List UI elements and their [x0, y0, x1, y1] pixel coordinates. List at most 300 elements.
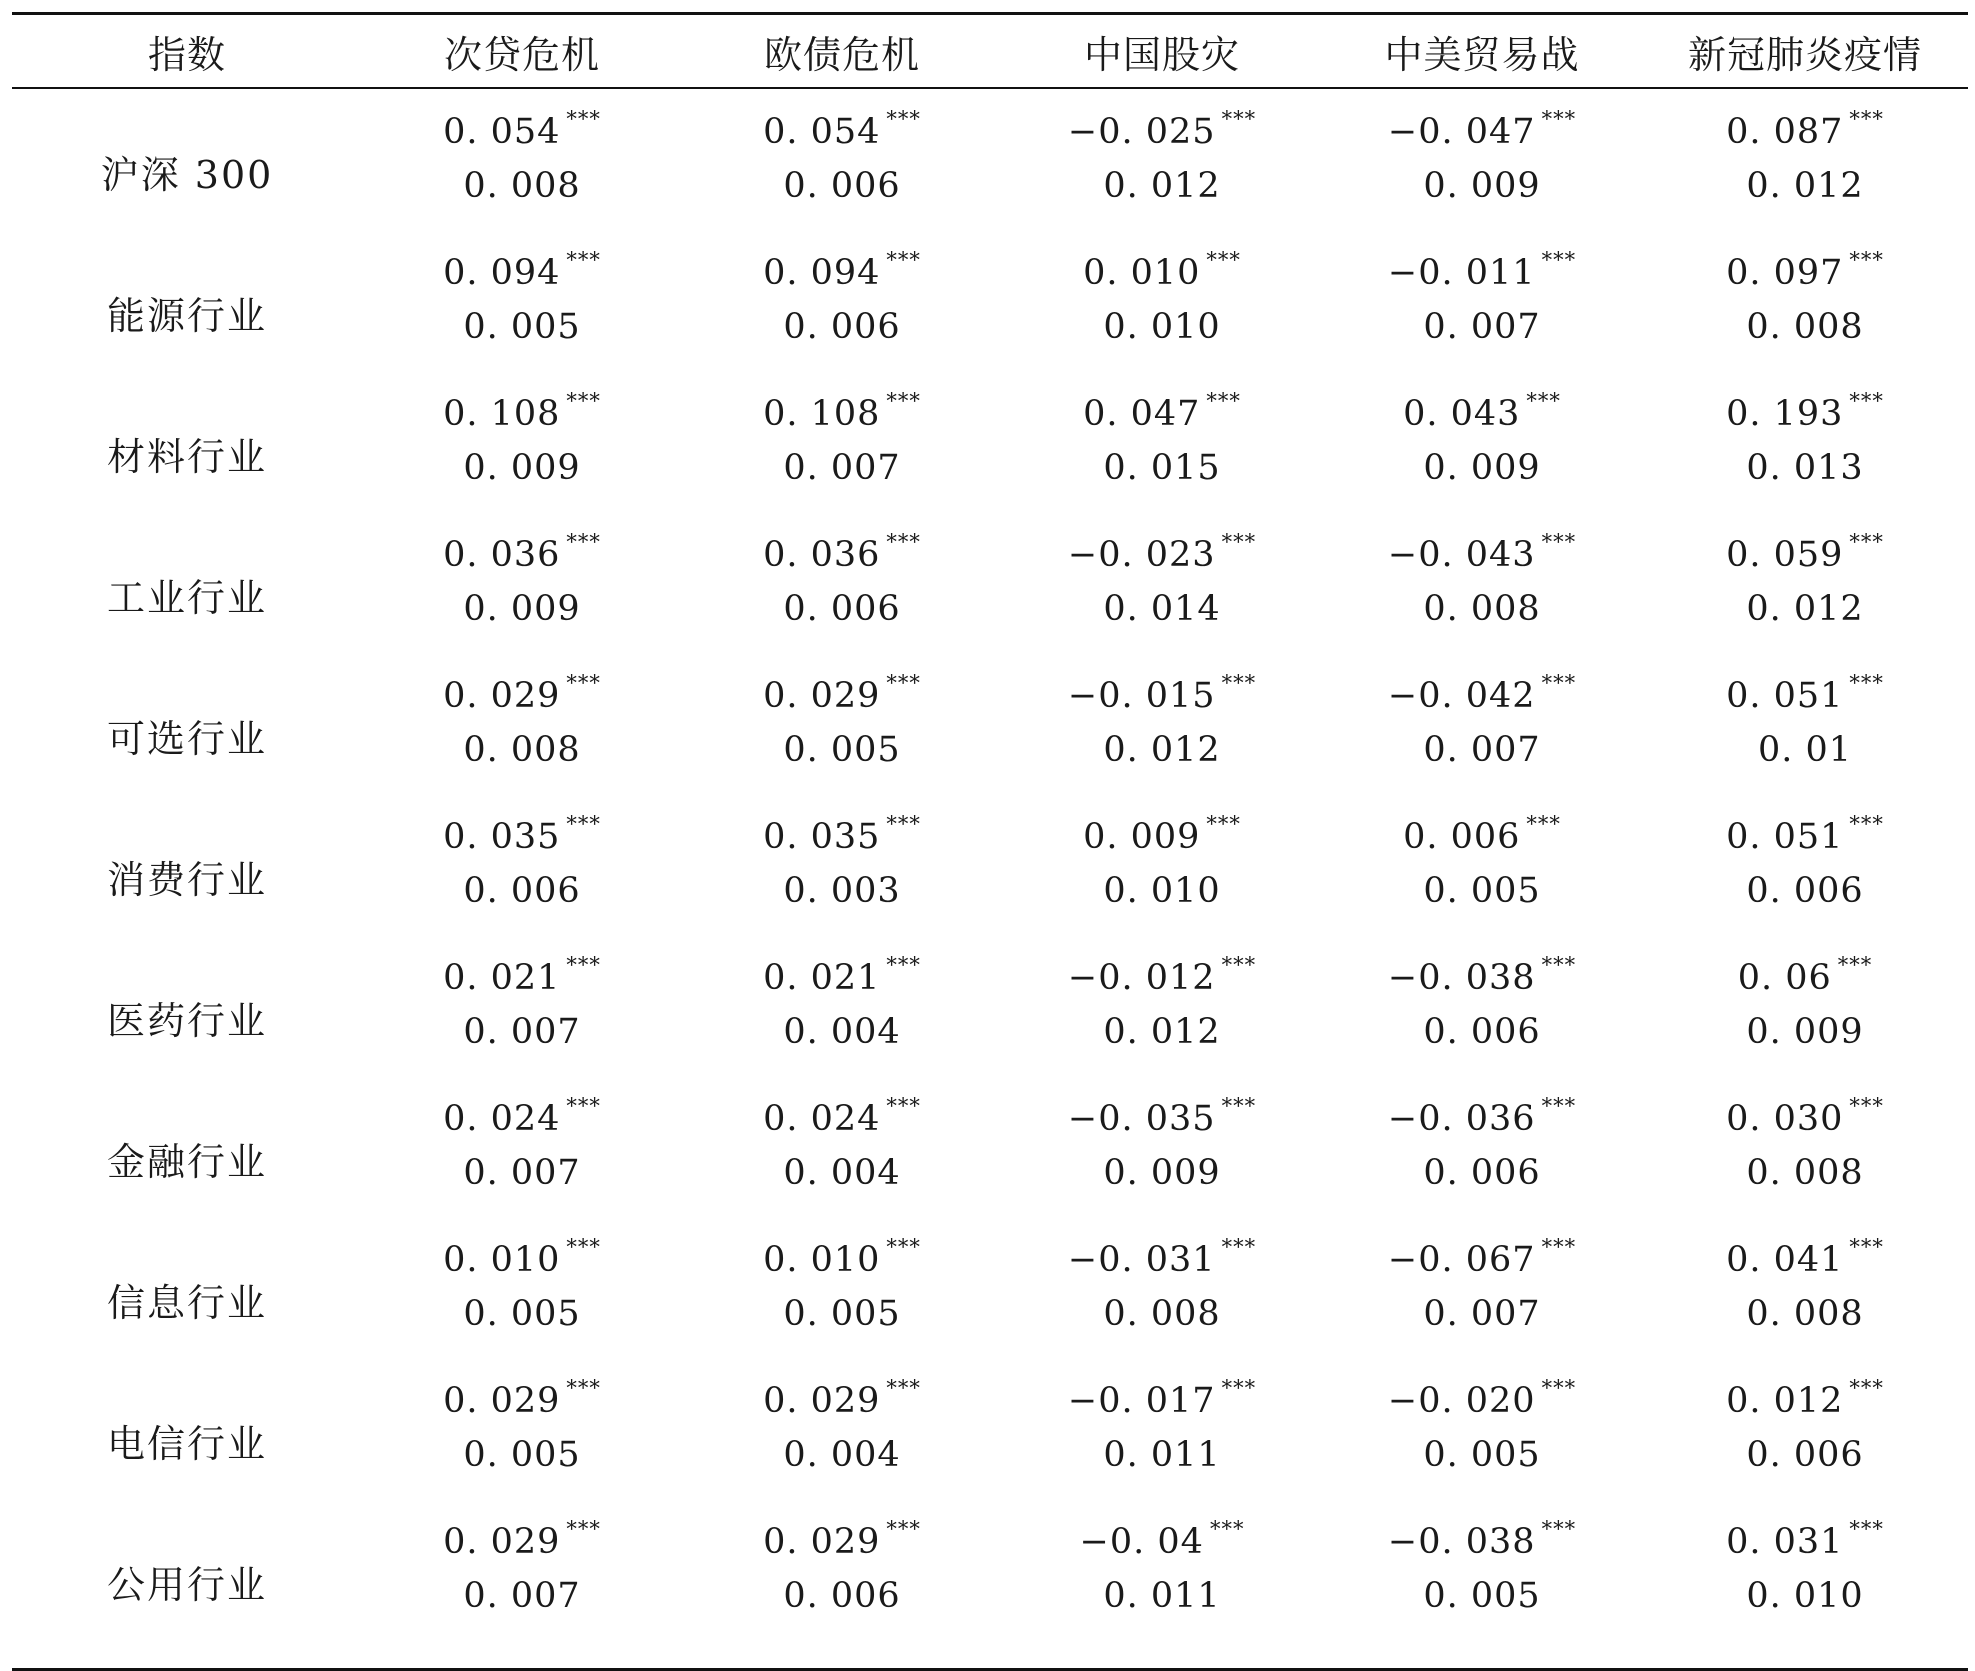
standard-error: 0. 005 — [1423, 1576, 1541, 1616]
value-cell — [1002, 951, 1322, 1092]
coefficient — [443, 951, 601, 1005]
significance-stars: *** — [886, 1376, 921, 1400]
coefficient — [763, 246, 921, 300]
value-cell — [1642, 669, 1968, 810]
standard-error: 0. 009 — [1423, 448, 1541, 488]
standard-error: 0. 012 — [1746, 166, 1864, 206]
value-cell — [1642, 387, 1968, 528]
significance-stars: *** — [886, 953, 921, 977]
significance-stars: *** — [1541, 107, 1577, 131]
value-cell — [1322, 810, 1642, 951]
coefficient — [1726, 1515, 1884, 1569]
value-cell — [1002, 1092, 1322, 1233]
value-cell — [1002, 246, 1322, 387]
standard-error: 0. 006 — [1423, 1153, 1541, 1193]
coefficient — [1083, 810, 1241, 864]
value-cell — [362, 246, 682, 387]
coefficient — [1388, 246, 1576, 300]
coefficient — [443, 105, 601, 159]
value-cell — [1642, 1092, 1968, 1233]
coefficient-value: 0. 031 — [1726, 1522, 1844, 1562]
table-row — [12, 528, 1968, 669]
coefficient — [443, 810, 601, 864]
significance-stars: *** — [1209, 1517, 1245, 1541]
table-row — [12, 1515, 1968, 1656]
coefficient — [763, 810, 921, 864]
coefficient — [763, 105, 921, 159]
coefficient — [763, 1233, 921, 1287]
value-cell — [682, 246, 1002, 387]
value-cell — [362, 1374, 682, 1515]
standard-error: 0. 004 — [783, 1012, 901, 1052]
significance-stars: *** — [886, 530, 921, 554]
significance-stars: *** — [1541, 953, 1577, 977]
standard-error: 0. 005 — [463, 307, 581, 347]
standard-error: 0. 011 — [1103, 1576, 1221, 1616]
significance-stars: *** — [566, 953, 601, 977]
significance-stars: *** — [1221, 1235, 1257, 1259]
standard-error: 0. 005 — [463, 1435, 581, 1475]
significance-stars: *** — [566, 107, 601, 131]
coefficient-value: 0. 021 — [763, 958, 881, 998]
coefficient — [1726, 1374, 1884, 1428]
coefficient-value: 0. 029 — [763, 1522, 881, 1562]
standard-error: 0. 010 — [1746, 1576, 1864, 1616]
standard-error: 0. 007 — [1423, 1294, 1541, 1334]
value-cell — [362, 669, 682, 810]
value-cell — [1322, 528, 1642, 669]
significance-stars: *** — [886, 107, 921, 131]
significance-stars: *** — [1526, 389, 1561, 413]
coefficient — [763, 1092, 921, 1146]
row-label: 可选行业 — [106, 717, 267, 761]
standard-error: 0. 008 — [1746, 1153, 1864, 1193]
value-cell — [362, 387, 682, 528]
value-cell — [682, 951, 1002, 1092]
significance-stars: *** — [566, 812, 601, 836]
standard-error: 0. 009 — [463, 589, 581, 629]
standard-error: 0. 006 — [1746, 871, 1864, 911]
value-cell — [1642, 810, 1968, 951]
coefficient — [1726, 1092, 1884, 1146]
significance-stars: *** — [1849, 1376, 1884, 1400]
standard-error: 0. 005 — [463, 1294, 581, 1334]
standard-error: 0. 008 — [1746, 307, 1864, 347]
significance-stars: *** — [1221, 671, 1257, 695]
coefficient-value: 0. 094 — [443, 253, 561, 293]
header-covid: 新冠肺炎疫情 — [1687, 32, 1922, 77]
standard-error: 0. 008 — [463, 166, 581, 206]
coefficient — [443, 1515, 601, 1569]
table-row — [12, 669, 1968, 810]
significance-stars: *** — [1221, 1376, 1257, 1400]
standard-error: 0. 009 — [1103, 1153, 1221, 1193]
coefficient-value: 0. 036 — [443, 535, 561, 575]
coefficient-value: 0. 029 — [763, 676, 881, 716]
value-cell — [1002, 1233, 1322, 1374]
value-cell — [1002, 1374, 1322, 1515]
value-cell — [1322, 1374, 1642, 1515]
regression-table — [12, 12, 1968, 1671]
standard-error: 0. 015 — [1103, 448, 1221, 488]
standard-error: 0. 007 — [463, 1576, 581, 1616]
value-cell — [682, 1374, 1002, 1515]
coefficient — [1403, 387, 1561, 441]
coefficient-value: 0. 193 — [1726, 394, 1844, 434]
standard-error: 0. 004 — [783, 1153, 901, 1193]
value-cell — [1322, 1092, 1642, 1233]
standard-error: 0. 006 — [783, 1576, 901, 1616]
standard-error: 0. 008 — [463, 730, 581, 770]
coefficient-value: −0. 017 — [1067, 1381, 1216, 1421]
significance-stars: *** — [886, 671, 921, 695]
row-label: 沪深 300 — [100, 153, 274, 197]
coefficient-value: 0. 029 — [443, 1522, 561, 1562]
standard-error: 0. 005 — [783, 1294, 901, 1334]
standard-error: 0. 006 — [463, 871, 581, 911]
significance-stars: *** — [1541, 1376, 1577, 1400]
coefficient-value: 0. 059 — [1726, 535, 1844, 575]
value-cell — [1642, 1233, 1968, 1374]
coefficient — [1726, 1233, 1884, 1287]
significance-stars: *** — [566, 389, 601, 413]
value-cell — [682, 669, 1002, 810]
value-cell — [1002, 105, 1322, 246]
significance-stars: *** — [566, 1235, 601, 1259]
standard-error: 0. 008 — [1103, 1294, 1221, 1334]
standard-error: 0. 014 — [1103, 589, 1221, 629]
standard-error: 0. 01 — [1757, 730, 1853, 770]
value-cell — [362, 1233, 682, 1374]
coefficient-value: 0. 006 — [1403, 817, 1521, 857]
coefficient-value: 0. 012 — [1726, 1381, 1844, 1421]
coefficient — [1726, 669, 1884, 723]
value-cell — [682, 1092, 1002, 1233]
significance-stars: *** — [1849, 1235, 1884, 1259]
significance-stars: *** — [1849, 812, 1884, 836]
value-cell — [1322, 669, 1642, 810]
significance-stars: *** — [1849, 530, 1884, 554]
coefficient-value: −0. 04 — [1079, 1522, 1204, 1562]
coefficient-value: 0. 029 — [763, 1381, 881, 1421]
coefficient — [763, 1374, 921, 1428]
significance-stars: *** — [1206, 248, 1241, 272]
coefficient-value: −0. 015 — [1067, 676, 1216, 716]
coefficient-value: −0. 020 — [1387, 1381, 1536, 1421]
coefficient-value: −0. 043 — [1387, 535, 1536, 575]
standard-error: 0. 010 — [1103, 307, 1221, 347]
value-cell — [1002, 387, 1322, 528]
significance-stars: *** — [1837, 953, 1873, 977]
value-cell — [1322, 1515, 1642, 1656]
significance-stars: *** — [1221, 1094, 1257, 1118]
coefficient — [443, 246, 601, 300]
value-cell — [1322, 387, 1642, 528]
standard-error: 0. 012 — [1103, 1012, 1221, 1052]
standard-error: 0. 005 — [783, 730, 901, 770]
coefficient — [1726, 387, 1884, 441]
standard-error: 0. 007 — [783, 448, 901, 488]
significance-stars: *** — [1221, 530, 1257, 554]
table-row — [12, 1233, 1968, 1374]
significance-stars: *** — [1849, 1517, 1884, 1541]
significance-stars: *** — [566, 1094, 601, 1118]
coefficient-value: 0. 051 — [1726, 817, 1844, 857]
significance-stars: *** — [1541, 248, 1577, 272]
coefficient-value: 0. 047 — [1083, 394, 1201, 434]
coefficient — [1068, 1374, 1256, 1428]
coefficient-value: −0. 036 — [1387, 1099, 1536, 1139]
significance-stars: *** — [566, 530, 601, 554]
coefficient-value: 0. 108 — [443, 394, 561, 434]
coefficient-value: 0. 029 — [443, 1381, 561, 1421]
coefficient — [1068, 105, 1256, 159]
value-cell — [1322, 951, 1642, 1092]
coefficient-value: 0. 108 — [763, 394, 881, 434]
significance-stars: *** — [566, 1517, 601, 1541]
coefficient-value: −0. 067 — [1387, 1240, 1536, 1280]
standard-error: 0. 006 — [1746, 1435, 1864, 1475]
coefficient-value: −0. 038 — [1387, 1522, 1536, 1562]
standard-error: 0. 005 — [1423, 1435, 1541, 1475]
coefficient-value: −0. 038 — [1387, 958, 1536, 998]
coefficient-value: −0. 031 — [1067, 1240, 1216, 1280]
value-cell — [1002, 528, 1322, 669]
coefficient — [443, 669, 601, 723]
coefficient — [1068, 528, 1256, 582]
value-cell — [362, 810, 682, 951]
coefficient — [1080, 1515, 1245, 1569]
table-body — [12, 89, 1968, 1668]
coefficient-value: 0. 041 — [1726, 1240, 1844, 1280]
standard-error: 0. 006 — [783, 589, 901, 629]
coefficient-value: 0. 009 — [1083, 817, 1201, 857]
table-row — [12, 1092, 1968, 1233]
standard-error: 0. 008 — [1746, 1294, 1864, 1334]
row-label: 能源行业 — [106, 294, 267, 338]
coefficient — [1388, 1515, 1576, 1569]
coefficient-value: 0. 054 — [763, 112, 881, 152]
standard-error: 0. 005 — [1423, 871, 1541, 911]
row-label: 工业行业 — [106, 576, 267, 620]
coefficient — [1388, 528, 1576, 582]
standard-error: 0. 009 — [1423, 166, 1541, 206]
value-cell — [362, 1515, 682, 1656]
coefficient — [763, 951, 921, 1005]
significance-stars: *** — [1849, 671, 1884, 695]
row-label: 公用行业 — [106, 1563, 267, 1607]
standard-error: 0. 010 — [1103, 871, 1221, 911]
standard-error: 0. 006 — [783, 307, 901, 347]
value-cell — [1642, 105, 1968, 246]
coefficient — [1083, 387, 1241, 441]
coefficient-value: 0. 043 — [1403, 394, 1521, 434]
coefficient — [1068, 951, 1256, 1005]
significance-stars: *** — [886, 1517, 921, 1541]
coefficient — [443, 1374, 601, 1428]
coefficient-value: −0. 035 — [1067, 1099, 1216, 1139]
standard-error: 0. 012 — [1746, 589, 1864, 629]
header-china-stock-crash: 中国股灾 — [1083, 32, 1240, 77]
value-cell — [1642, 1374, 1968, 1515]
significance-stars: *** — [1541, 1235, 1577, 1259]
coefficient-value: 0. 010 — [443, 1240, 561, 1280]
coefficient — [443, 1092, 601, 1146]
significance-stars: *** — [566, 671, 601, 695]
significance-stars: *** — [1206, 812, 1241, 836]
value-cell — [1002, 810, 1322, 951]
coefficient — [1738, 951, 1873, 1005]
significance-stars: *** — [1849, 1094, 1884, 1118]
table-row — [12, 387, 1968, 528]
table-row — [12, 105, 1968, 246]
coefficient — [1388, 1374, 1576, 1428]
significance-stars: *** — [1541, 671, 1577, 695]
coefficient-value: 0. 087 — [1726, 112, 1844, 152]
coefficient-value: 0. 035 — [763, 817, 881, 857]
standard-error: 0. 007 — [1423, 730, 1541, 770]
standard-error: 0. 007 — [1423, 307, 1541, 347]
coefficient-value: 0. 024 — [443, 1099, 561, 1139]
coefficient-value: −0. 047 — [1387, 112, 1536, 152]
value-cell — [1002, 1515, 1322, 1656]
row-label: 电信行业 — [106, 1422, 267, 1466]
standard-error: 0. 007 — [463, 1012, 581, 1052]
coefficient-value: −0. 011 — [1387, 253, 1536, 293]
standard-error: 0. 006 — [1423, 1012, 1541, 1052]
table-header-row — [12, 15, 1968, 87]
coefficient — [1726, 528, 1884, 582]
value-cell — [1322, 105, 1642, 246]
coefficient — [1388, 669, 1576, 723]
coefficient-value: 0. 010 — [1083, 253, 1201, 293]
significance-stars: *** — [1541, 1094, 1577, 1118]
coefficient — [1068, 1092, 1256, 1146]
row-label: 消费行业 — [106, 858, 267, 902]
significance-stars: *** — [1849, 107, 1884, 131]
significance-stars: *** — [1541, 1517, 1577, 1541]
header-subprime-crisis: 次贷危机 — [443, 32, 600, 77]
row-label: 医药行业 — [106, 999, 267, 1043]
value-cell — [1322, 246, 1642, 387]
significance-stars: *** — [886, 248, 921, 272]
significance-stars: *** — [566, 248, 601, 272]
coefficient-value: −0. 025 — [1067, 112, 1216, 152]
standard-error: 0. 011 — [1103, 1435, 1221, 1475]
value-cell — [1322, 1233, 1642, 1374]
significance-stars: *** — [886, 1235, 921, 1259]
coefficient — [443, 387, 601, 441]
standard-error: 0. 008 — [1423, 589, 1541, 629]
table-row — [12, 246, 1968, 387]
coefficient — [1068, 669, 1256, 723]
significance-stars: *** — [1849, 248, 1884, 272]
value-cell — [1642, 246, 1968, 387]
value-cell — [1642, 951, 1968, 1092]
coefficient-value: 0. 06 — [1737, 958, 1832, 998]
coefficient — [763, 1515, 921, 1569]
value-cell — [682, 528, 1002, 669]
value-cell — [362, 105, 682, 246]
table-row — [12, 810, 1968, 951]
coefficient-value: −0. 012 — [1067, 958, 1216, 998]
coefficient-value: 0. 051 — [1726, 676, 1844, 716]
coefficient — [1388, 1233, 1576, 1287]
significance-stars: *** — [1221, 107, 1257, 131]
standard-error: 0. 004 — [783, 1435, 901, 1475]
coefficient — [1726, 810, 1884, 864]
row-label: 金融行业 — [106, 1140, 267, 1184]
row-label: 信息行业 — [106, 1281, 267, 1325]
significance-stars: *** — [1206, 389, 1241, 413]
standard-error: 0. 009 — [463, 448, 581, 488]
value-cell — [1642, 528, 1968, 669]
coefficient — [763, 669, 921, 723]
significance-stars: *** — [886, 1094, 921, 1118]
coefficient-value: 0. 030 — [1726, 1099, 1844, 1139]
coefficient-value: 0. 097 — [1726, 253, 1844, 293]
value-cell — [1002, 669, 1322, 810]
coefficient-value: 0. 035 — [443, 817, 561, 857]
coefficient-value: 0. 010 — [763, 1240, 881, 1280]
value-cell — [682, 810, 1002, 951]
coefficient — [1068, 1233, 1256, 1287]
standard-error: 0. 013 — [1746, 448, 1864, 488]
value-cell — [362, 528, 682, 669]
table-row — [12, 1374, 1968, 1515]
significance-stars: *** — [566, 1376, 601, 1400]
header-euro-debt-crisis: 欧债危机 — [763, 32, 920, 77]
coefficient — [1726, 246, 1884, 300]
standard-error: 0. 006 — [783, 166, 901, 206]
value-cell — [1642, 1515, 1968, 1656]
coefficient — [1726, 105, 1884, 159]
header-trade-war: 中美贸易战 — [1384, 32, 1580, 77]
value-cell — [682, 105, 1002, 246]
value-cell — [682, 1233, 1002, 1374]
standard-error: 0. 009 — [1746, 1012, 1864, 1052]
coefficient — [443, 528, 601, 582]
coefficient — [763, 387, 921, 441]
coefficient-value: −0. 042 — [1387, 676, 1536, 716]
coefficient — [1083, 246, 1241, 300]
coefficient-value: 0. 021 — [443, 958, 561, 998]
coefficient — [1403, 810, 1561, 864]
coefficient — [763, 528, 921, 582]
coefficient-value: 0. 029 — [443, 676, 561, 716]
significance-stars: *** — [1849, 389, 1884, 413]
coefficient — [1388, 951, 1576, 1005]
value-cell — [682, 1515, 1002, 1656]
value-cell — [362, 951, 682, 1092]
header-index: 指数 — [147, 32, 226, 77]
coefficient — [1388, 1092, 1576, 1146]
significance-stars: *** — [1541, 530, 1577, 554]
significance-stars: *** — [1221, 953, 1257, 977]
row-label: 材料行业 — [106, 435, 267, 479]
significance-stars: *** — [886, 812, 921, 836]
standard-error: 0. 012 — [1103, 730, 1221, 770]
standard-error: 0. 007 — [463, 1153, 581, 1193]
coefficient-value: 0. 054 — [443, 112, 561, 152]
significance-stars: *** — [1526, 812, 1561, 836]
coefficient — [443, 1233, 601, 1287]
value-cell — [362, 1092, 682, 1233]
coefficient-value: −0. 023 — [1067, 535, 1216, 575]
standard-error: 0. 012 — [1103, 166, 1221, 206]
significance-stars: *** — [886, 389, 921, 413]
coefficient-value: 0. 024 — [763, 1099, 881, 1139]
